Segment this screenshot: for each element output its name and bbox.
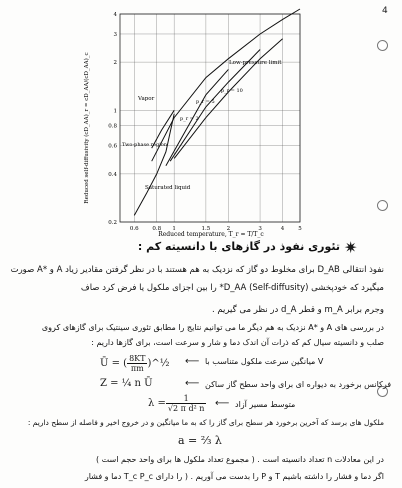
page-number: 4: [382, 6, 388, 16]
formula-distance: a = ⅔ λ: [178, 434, 222, 447]
formula-mean-free-path: λ = $\frac{1}{\text{√2 π d² n}}$: [148, 394, 205, 413]
annotation-saturated-liquid: Saturated liquid: [145, 185, 191, 191]
formula-3-note: متوسط مسیر آزاد: [235, 400, 296, 409]
x-tick-label: 2: [226, 226, 231, 232]
x-axis-label: Reduced temperature, T_r = T/T_c: [158, 231, 264, 238]
chart-ticks: [108, 12, 302, 232]
paragraph-line-8: اگر دما و فشار را داشته باشیم T و P را بدست می آوریم . ( را دارای T_c P_c دما و فشار: [84, 472, 384, 481]
arrow-icon: ⟵: [185, 378, 200, 389]
formula-wall-frequency: Z = ¼ n Ū: [100, 378, 153, 389]
y-tick-label: 0.4: [108, 171, 117, 178]
formula-1-note: میانگین سرعت ملکول متناسب با V: [205, 357, 324, 366]
y-tick-label: 0.6: [108, 143, 117, 150]
paragraph-line-6: ملکول های برسد که آخرین برخورد هر سطح برای گاز را که به ما میانگین و در خروج اخیر و فاصله از سطح داریم :: [27, 418, 384, 427]
y-tick-label: 1: [113, 108, 117, 115]
arrow-icon: ⟵: [215, 398, 230, 409]
annotation-pr2: p_r = 2: [180, 116, 199, 122]
x-tick-label: 5: [298, 226, 302, 232]
diffusivity-chart: [0, 0, 402, 240]
y-tick-label: 0.8: [108, 123, 117, 130]
paragraph-line-3: وجرم برابر m_A و قطر d_A در نظر می گیریم .: [211, 305, 384, 315]
annotation-pr10: p_r = 10: [221, 88, 243, 94]
heading: تئوری نفوذ در گازهای با دانسیته کم :: [137, 240, 340, 253]
x-tick-label: 4: [280, 226, 285, 232]
y-tick-label: 0.2: [108, 220, 117, 226]
annotation-pr5: p_r = 5: [196, 99, 215, 105]
paragraph-line-4: در بررسی های A و *A نزدیک به هم دیگر ما می توانیم نتایج را مطابق تئوری سینتیک برای گازهای کروی: [41, 323, 384, 332]
y-tick-label: 3: [113, 31, 117, 38]
formula-mean-speed: Ū = ( $\frac{8KT}{\pi m}$ )^½: [100, 354, 170, 373]
paragraph-line-1: نفوذ انتقالی D_AB برای مخلوط دو گاز که نزدیک به هم هستند با در نظر گرفتن مقادیر زیاد A و *A صورت: [10, 265, 384, 275]
y-tick-label: 2: [113, 60, 117, 67]
annotation-two-phase: Two-phase region: [122, 142, 168, 148]
bullet-star-icon: ✷: [344, 238, 358, 257]
x-tick-label: 1: [172, 226, 176, 232]
arrow-icon: ⟵: [185, 356, 200, 367]
formula-2-note: فرکانس برخورد به دیواره ای برای واحد سطح گاز ساکن: [205, 380, 392, 389]
x-tick-label: 0.6: [129, 226, 139, 232]
paragraph-line-2: میگیرد که خودپخشی (Self-diffusity) D_AA* را بین اجزای ملکول یا فرض کرد صاف: [80, 283, 384, 293]
x-tick-label: 0.8: [152, 226, 162, 232]
annotation-low-pressure: Low-pressure limit: [229, 60, 282, 66]
x-tick-label: 3: [258, 226, 262, 232]
y-axis-label: Reduced self-diffusivity (cD_AA)_r = cD_AA/(cD_AA)_c: [84, 52, 90, 204]
y-tick-label: 4: [113, 12, 117, 18]
paragraph-line-5: صلب و دانسیته سیال کم که ذرات آن اندک دما و شار و سرعت است، برای گازها داریم :: [91, 338, 384, 347]
paragraph-line-7: در این معادلات n تعداد دانسیته است . ( مجموع تعداد ملکول ها برای واحد حجم است ): [96, 455, 384, 464]
x-tick-label: 1.5: [201, 226, 211, 232]
annotation-vapor: Vapor: [138, 96, 155, 102]
